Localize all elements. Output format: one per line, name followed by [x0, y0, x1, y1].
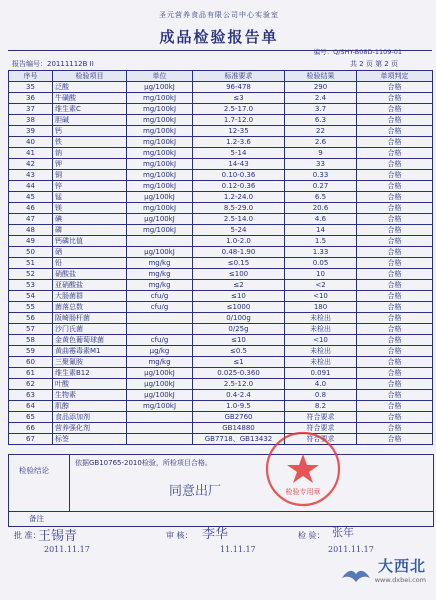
standard: ≤2 — [193, 280, 285, 291]
row-number: 58 — [9, 335, 53, 346]
inspect-date: 2011.11.17 — [328, 545, 374, 554]
table-row — [9, 126, 433, 137]
seal-text: 检验专用章 — [285, 488, 321, 496]
verdict: 合格 — [357, 82, 433, 93]
result: 0.27 — [285, 181, 357, 192]
item-name: 胆碱 — [53, 115, 127, 126]
result: 4.0 — [285, 379, 357, 390]
verdict: 合格 — [357, 192, 433, 203]
result: 0.05 — [285, 258, 357, 269]
standard: GB2760 — [193, 412, 285, 423]
result: 6.5 — [285, 192, 357, 203]
row-number: 41 — [9, 148, 53, 159]
result: 1.33 — [285, 247, 357, 258]
item-name: 维生素B12 — [53, 368, 127, 379]
table-row — [9, 104, 433, 115]
standard: 0/100g — [193, 313, 285, 324]
standard: GB7718、GB13432 — [193, 434, 285, 445]
row-number: 61 — [9, 368, 53, 379]
col-unit-header: 单位 — [127, 71, 193, 82]
standard: 0.12-0.36 — [193, 181, 285, 192]
row-number: 48 — [9, 225, 53, 236]
table-row — [9, 115, 433, 126]
watermark — [375, 555, 426, 584]
result: 符合要求 — [285, 423, 357, 434]
inspect-signature: 张年 — [332, 526, 354, 539]
verdict: 合格 — [357, 313, 433, 324]
table-row — [9, 423, 433, 434]
item-name: 牛磺酸 — [53, 93, 127, 104]
col-result-header: 检验结果 — [285, 71, 357, 82]
row-number: 66 — [9, 423, 53, 434]
standard: GB14880 — [193, 423, 285, 434]
result: 6.3 — [285, 115, 357, 126]
unit: cfu/g — [127, 291, 193, 302]
document-number: 编号：Q/SHY-B08D-1109-01 — [313, 48, 402, 56]
unit: μg/kg — [127, 346, 193, 357]
inspection-report — [6, 6, 432, 594]
verdict: 合格 — [357, 324, 433, 335]
standard: 0.4-2.4 — [193, 390, 285, 401]
result: 10 — [285, 269, 357, 280]
review-date: 11.11.17 — [220, 545, 256, 554]
item-name: 铅 — [53, 258, 127, 269]
inspect-label: 检 验： — [298, 531, 325, 540]
result: 0.091 — [285, 368, 357, 379]
table-row — [9, 203, 433, 214]
unit: mg/100kJ — [127, 401, 193, 412]
table-row — [9, 291, 433, 302]
table-row — [9, 181, 433, 192]
standard: ≤0.5 — [193, 346, 285, 357]
standard: 96-478 — [193, 82, 285, 93]
unit: mg/kg — [127, 258, 193, 269]
standard: ≤10 — [193, 291, 285, 302]
conclusion-divider — [69, 455, 70, 511]
standard: ≤0.15 — [193, 258, 285, 269]
verdict: 合格 — [357, 214, 433, 225]
result: 180 — [285, 302, 357, 313]
item-name: 沙门氏菌 — [53, 324, 127, 335]
result: 未检出 — [285, 324, 357, 335]
result: 符合要求 — [285, 434, 357, 445]
table-row — [9, 247, 433, 258]
unit: mg/kg — [127, 357, 193, 368]
table-row — [9, 313, 433, 324]
row-number: 65 — [9, 412, 53, 423]
item-name: 金黄色葡萄球菌 — [53, 335, 127, 346]
table-row — [9, 148, 433, 159]
item-name: 营养强化剂 — [53, 423, 127, 434]
table-row — [9, 236, 433, 247]
official-seal — [264, 430, 342, 508]
row-number: 37 — [9, 104, 53, 115]
table-row — [9, 368, 433, 379]
result: 14 — [285, 225, 357, 236]
row-number: 59 — [9, 346, 53, 357]
standard: 1.0-9.5 — [193, 401, 285, 412]
verdict: 合格 — [357, 93, 433, 104]
item-name: 泛酸 — [53, 82, 127, 93]
table-row — [9, 302, 433, 313]
standard: 1.2-3.6 — [193, 137, 285, 148]
result: 2.4 — [285, 93, 357, 104]
verdict: 合格 — [357, 181, 433, 192]
unit: mg/100kJ — [127, 225, 193, 236]
result: 0.33 — [285, 170, 357, 181]
table-row — [9, 159, 433, 170]
row-number: 46 — [9, 203, 53, 214]
watermark-site: www.dxbei.com — [374, 576, 426, 584]
row-number: 39 — [9, 126, 53, 137]
result: <2 — [285, 280, 357, 291]
unit: μg/100kJ — [127, 379, 193, 390]
item-name: 三聚氰胺 — [53, 357, 127, 368]
verdict: 合格 — [357, 390, 433, 401]
row-number: 62 — [9, 379, 53, 390]
verdict: 合格 — [357, 401, 433, 412]
verdict: 合格 — [357, 335, 433, 346]
table-row — [9, 357, 433, 368]
verdict: 合格 — [357, 203, 433, 214]
approve-signature: 王锡青 — [38, 529, 78, 544]
row-number: 63 — [9, 390, 53, 401]
result: 3.7 — [285, 104, 357, 115]
unit: mg/kg — [127, 280, 193, 291]
item-name: 菌落总数 — [53, 302, 127, 313]
report-number: 报告编号：20111112B II — [12, 60, 94, 68]
item-name: 标签 — [53, 434, 127, 445]
table-header-row — [9, 71, 433, 82]
remark-label: 备注 — [29, 514, 44, 523]
verdict: 合格 — [357, 412, 433, 423]
standard: ≤10 — [193, 335, 285, 346]
col-number-header: 序号 — [9, 71, 53, 82]
table-row — [9, 214, 433, 225]
verdict: 合格 — [357, 115, 433, 126]
col-verdict-header: 单项判定 — [357, 71, 433, 82]
item-name: 钠 — [53, 148, 127, 159]
table-row — [9, 192, 433, 203]
standard: 12-35 — [193, 126, 285, 137]
results-table — [8, 70, 433, 445]
row-number: 67 — [9, 434, 53, 445]
unit: μg/100kJ — [127, 214, 193, 225]
result: 22 — [285, 126, 357, 137]
row-number: 52 — [9, 269, 53, 280]
item-name: 锌 — [53, 181, 127, 192]
standard: 5-24 — [193, 225, 285, 236]
standard: 2.5-17.0 — [193, 104, 285, 115]
unit: μg/100kJ — [127, 247, 193, 258]
verdict: 合格 — [357, 104, 433, 115]
standard: ≤1000 — [193, 302, 285, 313]
standard: 5-14 — [193, 148, 285, 159]
item-name: 锰 — [53, 192, 127, 203]
item-name: 钙 — [53, 126, 127, 137]
standard: ≤1 — [193, 357, 285, 368]
table-row — [9, 258, 433, 269]
result: 20.6 — [285, 203, 357, 214]
result: 33 — [285, 159, 357, 170]
table-row — [9, 93, 433, 104]
review-signature: 李华 — [202, 527, 229, 542]
standard: 0.10-0.36 — [193, 170, 285, 181]
result: 9 — [285, 148, 357, 159]
row-number: 44 — [9, 181, 53, 192]
standard: 14-43 — [193, 159, 285, 170]
row-number: 60 — [9, 357, 53, 368]
item-name: 亚硝酸盐 — [53, 280, 127, 291]
approve-date: 2011.11.17 — [44, 545, 90, 554]
item-name: 硝酸盐 — [53, 269, 127, 280]
result: <10 — [285, 335, 357, 346]
result: 符合要求 — [285, 412, 357, 423]
verdict: 合格 — [357, 346, 433, 357]
standard: 1.0-2.0 — [193, 236, 285, 247]
verdict: 合格 — [357, 148, 433, 159]
item-name: 食品添加剂 — [53, 412, 127, 423]
row-number: 40 — [9, 137, 53, 148]
verdict: 合格 — [357, 137, 433, 148]
standard: ≤100 — [193, 269, 285, 280]
table-row — [9, 434, 433, 445]
item-name: 钾 — [53, 159, 127, 170]
verdict: 合格 — [357, 423, 433, 434]
table-row — [9, 401, 433, 412]
item-name: 硒 — [53, 247, 127, 258]
unit — [127, 236, 193, 247]
verdict: 合格 — [357, 368, 433, 379]
col-standard-header: 标准要求 — [193, 71, 285, 82]
row-number: 38 — [9, 115, 53, 126]
unit: mg/100kJ — [127, 137, 193, 148]
verdict: 合格 — [357, 379, 433, 390]
standard: 1.2-24.0 — [193, 192, 285, 203]
conclusion-box — [8, 454, 434, 512]
unit: mg/100kJ — [127, 159, 193, 170]
row-number: 35 — [9, 82, 53, 93]
header-rule — [8, 50, 432, 51]
verdict: 合格 — [357, 269, 433, 280]
result: 2.6 — [285, 137, 357, 148]
unit: μg/100kJ — [127, 368, 193, 379]
item-name: 钙磷比值 — [53, 236, 127, 247]
unit: mg/100kJ — [127, 203, 193, 214]
verdict: 合格 — [357, 434, 433, 445]
unit: cfu/g — [127, 335, 193, 346]
standard: 1.7-12.0 — [193, 115, 285, 126]
standard: 8.5-29.0 — [193, 203, 285, 214]
unit: mg/100kJ — [127, 148, 193, 159]
report-title: 成品检验报告单 — [159, 28, 279, 46]
verdict: 合格 — [357, 302, 433, 313]
unit — [127, 313, 193, 324]
result: 未检出 — [285, 357, 357, 368]
item-name: 镁 — [53, 203, 127, 214]
unit: μg/100kJ — [127, 390, 193, 401]
verdict: 合格 — [357, 258, 433, 269]
table-row — [9, 137, 433, 148]
result: 0.8 — [285, 390, 357, 401]
item-name: 磷 — [53, 225, 127, 236]
table-row — [9, 335, 433, 346]
verdict: 合格 — [357, 280, 433, 291]
row-number: 57 — [9, 324, 53, 335]
item-name: 阪崎肠杆菌 — [53, 313, 127, 324]
unit: mg/kg — [127, 269, 193, 280]
unit: mg/100kJ — [127, 181, 193, 192]
result: 未检出 — [285, 346, 357, 357]
standard: 0/25g — [193, 324, 285, 335]
row-number: 51 — [9, 258, 53, 269]
table-row — [9, 379, 433, 390]
result: 8.2 — [285, 401, 357, 412]
unit — [127, 434, 193, 445]
item-name: 维生素C — [53, 104, 127, 115]
table-row — [9, 269, 433, 280]
table-row — [9, 324, 433, 335]
unit: mg/100kJ — [127, 115, 193, 126]
row-number: 54 — [9, 291, 53, 302]
table-row — [9, 390, 433, 401]
unit: μg/100kJ — [127, 82, 193, 93]
conclusion-label: 检验结论 — [19, 466, 49, 475]
unit: mg/100kJ — [127, 104, 193, 115]
standard: 2.5-14.0 — [193, 214, 285, 225]
standard: 0.48-1.90 — [193, 247, 285, 258]
row-number: 56 — [9, 313, 53, 324]
result: <10 — [285, 291, 357, 302]
unit — [127, 324, 193, 335]
row-number: 53 — [9, 280, 53, 291]
result: 4.6 — [285, 214, 357, 225]
row-number: 42 — [9, 159, 53, 170]
unit: μg/100kJ — [127, 192, 193, 203]
page-indicator: 共 2 页 第 2 页 — [349, 60, 398, 68]
row-number: 50 — [9, 247, 53, 258]
item-name: 大肠菌群 — [53, 291, 127, 302]
result: 1.5 — [285, 236, 357, 247]
table-row — [9, 170, 433, 181]
standard: 2.5-12.0 — [193, 379, 285, 390]
col-item-header: 检验项目 — [53, 71, 127, 82]
unit: mg/100kJ — [127, 170, 193, 181]
standard: ≤3 — [193, 93, 285, 104]
row-number: 43 — [9, 170, 53, 181]
row-number: 36 — [9, 93, 53, 104]
item-name: 生物素 — [53, 390, 127, 401]
item-name: 铜 — [53, 170, 127, 181]
row-number: 55 — [9, 302, 53, 313]
row-number: 64 — [9, 401, 53, 412]
verdict: 合格 — [357, 159, 433, 170]
row-number: 47 — [9, 214, 53, 225]
table-row — [9, 346, 433, 357]
result: 未检出 — [285, 313, 357, 324]
review-label: 审 核： — [166, 531, 193, 540]
table-row — [9, 82, 433, 93]
handwritten-approval: 同意出厂 — [169, 484, 222, 499]
unit — [127, 423, 193, 434]
row-number: 49 — [9, 236, 53, 247]
verdict: 合格 — [357, 247, 433, 258]
verdict: 合格 — [357, 126, 433, 137]
item-name: 碘 — [53, 214, 127, 225]
result: 290 — [285, 82, 357, 93]
approve-label: 批 准： — [14, 531, 41, 540]
item-name: 黄曲霉毒素M1 — [53, 346, 127, 357]
verdict: 合格 — [357, 170, 433, 181]
conclusion-text: 依据GB10765-2010检验，所检项目合格。 — [75, 459, 212, 467]
watermark-brand: 大西北 — [377, 557, 426, 575]
table-row — [9, 280, 433, 291]
verdict: 合格 — [357, 357, 433, 368]
standard: 0.025-0.360 — [193, 368, 285, 379]
item-name: 叶酸 — [53, 379, 127, 390]
eagle-logo — [340, 564, 372, 588]
unit — [127, 412, 193, 423]
unit: mg/100kJ — [127, 93, 193, 104]
row-number: 45 — [9, 192, 53, 203]
unit: cfu/g — [127, 302, 193, 313]
verdict: 合格 — [357, 291, 433, 302]
table-row — [9, 225, 433, 236]
verdict: 合格 — [357, 236, 433, 247]
company-name: 圣元营养食品有限公司中心实验室 — [159, 11, 279, 19]
item-name: 铁 — [53, 137, 127, 148]
item-name: 肌醇 — [53, 401, 127, 412]
table-row — [9, 412, 433, 423]
verdict: 合格 — [357, 225, 433, 236]
unit: mg/100kJ — [127, 126, 193, 137]
